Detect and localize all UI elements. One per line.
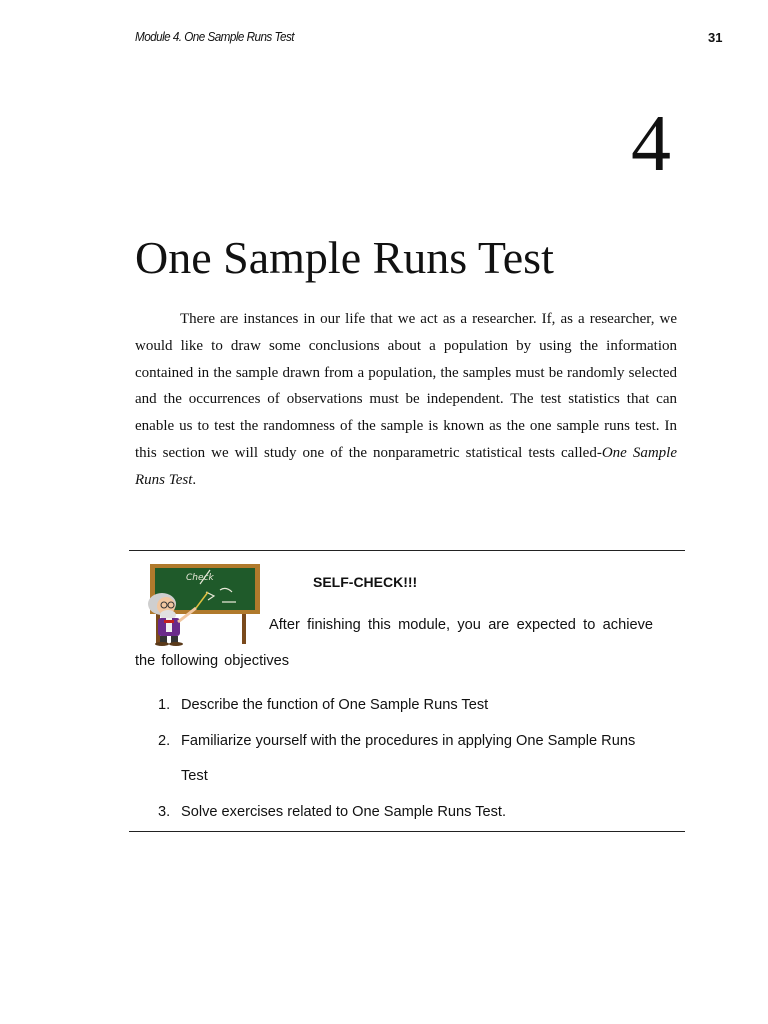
list-item-text: Describe the function of One Sample Runs Test [181, 697, 489, 713]
objectives-lead-line1: After finishing this module, you are expected to achieve [269, 617, 653, 633]
board-text: Check [186, 573, 214, 583]
intro-emphasis: One Sample Runs Test [135, 444, 678, 488]
teacher-chalkboard-illustration [140, 562, 262, 646]
running-header: Module 4. One Sample Runs Test [135, 29, 294, 44]
list-item-number: 2. [158, 732, 171, 749]
page-number: 31 [708, 30, 723, 45]
chapter-title: One Sample Runs Test [135, 232, 554, 283]
list-item-number: 1. [158, 697, 171, 713]
list-item [135, 688, 665, 724]
list-item-text: Solve exercises related to One Sample Runs Test. [181, 803, 507, 820]
objectives-lead-line2: the following objectives [135, 653, 290, 669]
list-item-text: Familiarize yourself with the procedures in applying One Sample Runs Test [181, 732, 636, 784]
intro-paragraph [135, 306, 677, 494]
section-divider-top [129, 550, 685, 551]
list-item-number: 3. [158, 803, 171, 820]
list-item [135, 724, 665, 795]
intro-text: There are instances in our life that we act as a researcher. If, as a researcher, we would like to draw some conclusions about a population by using the information contained in the sample drawn from a population, the samples must be randomly selected and the occurrences of observations must be independent. The test statistics that can enable us to test the randomness of the sample is known as the one sample runs test. In this section we will study one of the nonparametric statistical tests called- [135, 311, 677, 461]
section-divider-bottom [129, 831, 685, 832]
self-check-heading: SELF-CHECK!!! [313, 574, 418, 590]
list-item [135, 795, 665, 831]
chapter-number: 4 [631, 100, 671, 188]
intro-end: . [192, 471, 197, 488]
objectives-list [135, 688, 665, 830]
